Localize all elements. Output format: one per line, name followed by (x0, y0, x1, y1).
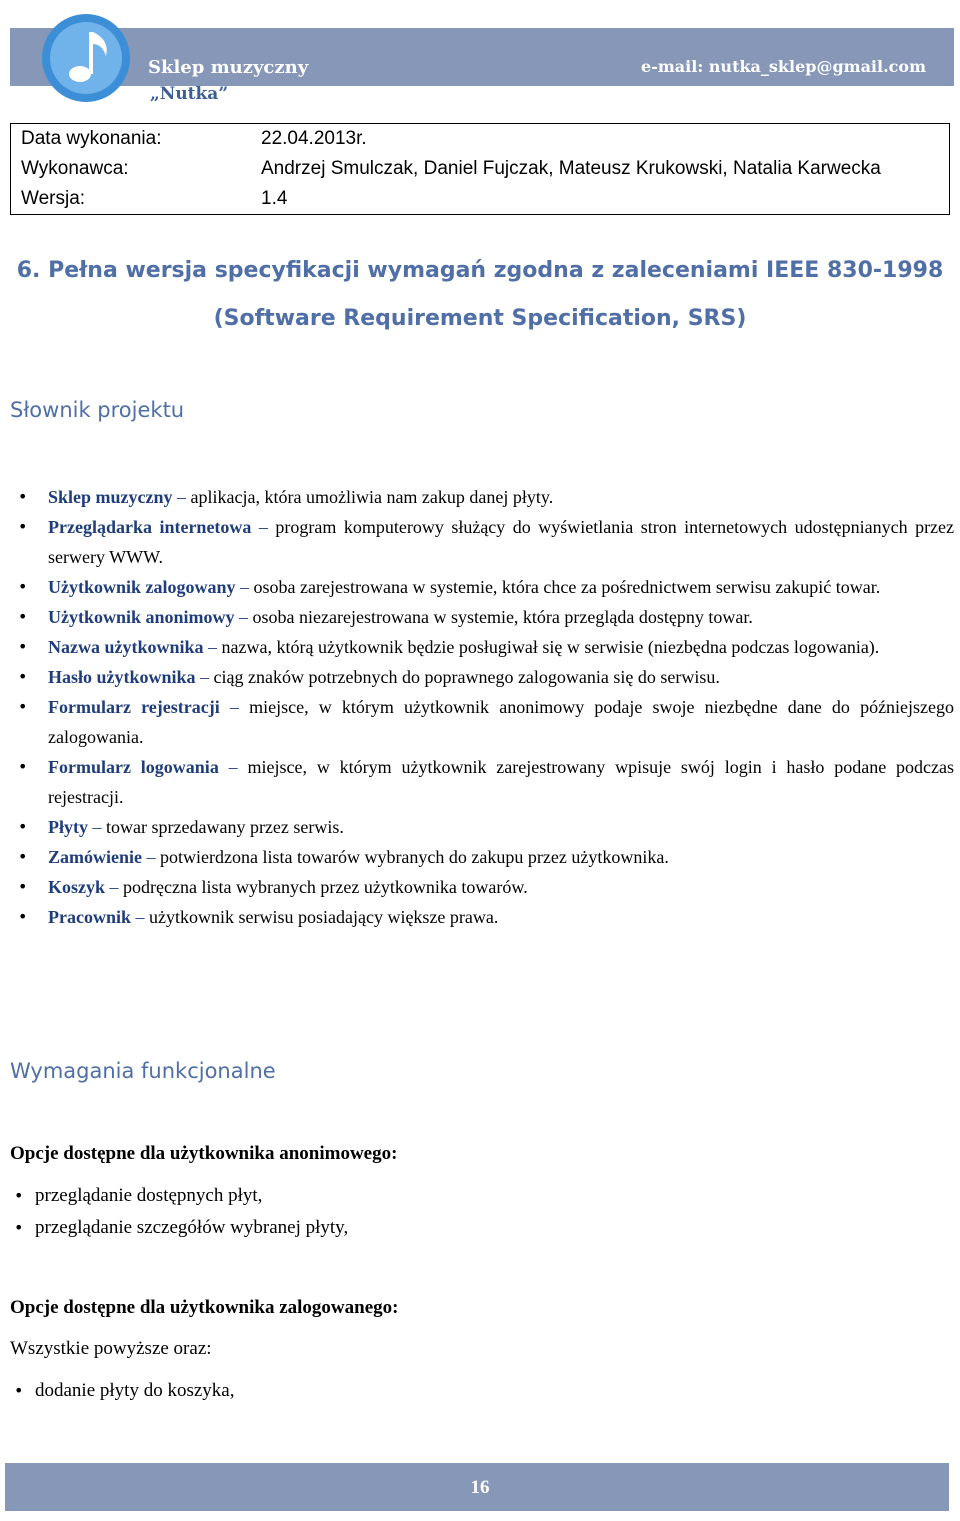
logged-options-intro: Wszystkie powyższe oraz: (10, 1338, 212, 1359)
logged-options-heading: Opcje dostępne dla użytkownika zalogowanego: (10, 1297, 399, 1318)
list-item: • Nazwa użytkownika – nazwa, którą użytkownik będzie posługiwał się w serwisie (niezbędna podczas logowania). (10, 632, 954, 662)
table-row (11, 154, 950, 184)
list-item: • Użytkownik anonimowy – osoba niezarejestrowana w systemie, która przegląda dostępny towar. (10, 602, 954, 632)
section-title-line2: (Software Requirement Specification, SRS) (213, 306, 747, 331)
glossary-heading: Słownik projektu (10, 398, 185, 422)
meta-label: Wersja: (21, 188, 86, 209)
table-row (11, 124, 950, 155)
brand-subtitle: „Nutka” (150, 84, 229, 104)
list-item: • Zamówienie – potwierdzona lista towarów wybranych do zakupu przez użytkownika. (10, 842, 954, 872)
meta-value: 22.04.2013r. (261, 128, 367, 149)
meta-label: Wykonawca: (21, 158, 129, 179)
section-number: 6. (16, 258, 41, 283)
meta-value: 1.4 (261, 188, 288, 209)
list-item: • przeglądanie dostępnych płyt, (10, 1180, 348, 1212)
list-item: • Przeglądarka internetowa – program komputerowy służący do wyświetlania stron internetowych udostępnianych przez serwery WWW. (10, 512, 954, 572)
section-title-line1: Pełna wersja specyfikacji wymagań zgodna z zaleceniami IEEE 830-1998 (48, 258, 944, 283)
section-title (0, 258, 960, 283)
list-item: • Koszyk – podręczna lista wybranych przez użytkownika towarów. (10, 872, 954, 902)
meta-value: Andrzej Smulczak, Daniel Fujczak, Mateusz Krukowski, Natalia Karwecka (261, 158, 881, 179)
page-number: 16 (470, 1477, 490, 1498)
list-item: • Pracownik – użytkownik serwisu posiadający większe prawa. (10, 902, 954, 932)
list-item: • Formularz rejestracji – miejsce, w którym użytkownik anonimowy podaje swoje niezbędne dane do późniejszego zalogowania. (10, 692, 954, 752)
functional-heading: Wymagania funkcjonalne (10, 1059, 276, 1083)
list-item: • Użytkownik zalogowany – osoba zarejestrowana w systemie, która chce za pośrednictwem serwisu zakupić towar. (10, 572, 954, 602)
table-row (11, 184, 950, 215)
meta-label: Data wykonania: (21, 128, 162, 149)
list-item: • Płyty – towar sprzedawany przez serwis. (10, 812, 954, 842)
anon-options-heading: Opcje dostępne dla użytkownika anonimowego: (10, 1143, 398, 1164)
anon-options-list (10, 1180, 348, 1244)
list-item: • dodanie płyty do koszyka, (10, 1375, 234, 1407)
document-meta-table (10, 123, 950, 215)
list-item: • przeglądanie szczegółów wybranej płyty, (10, 1212, 348, 1244)
glossary-list (10, 482, 954, 932)
header-email: e-mail: nutka_sklep@gmail.com (641, 57, 926, 76)
list-item: • Formularz logowania – miejsce, w którym użytkownik zarejestrowany wpisuje swój login i hasło podane podczas rejestracji. (10, 752, 954, 812)
music-note-icon (40, 12, 132, 104)
brand-name: Sklep muzyczny (148, 57, 309, 78)
logged-options-list (10, 1375, 234, 1407)
list-item: • Hasło użytkownika – ciąg znaków potrzebnych do poprawnego zalogowania się do serwisu. (10, 662, 954, 692)
list-item: • Sklep muzyczny – aplikacja, która umożliwia nam zakup danej płyty. (10, 482, 954, 512)
